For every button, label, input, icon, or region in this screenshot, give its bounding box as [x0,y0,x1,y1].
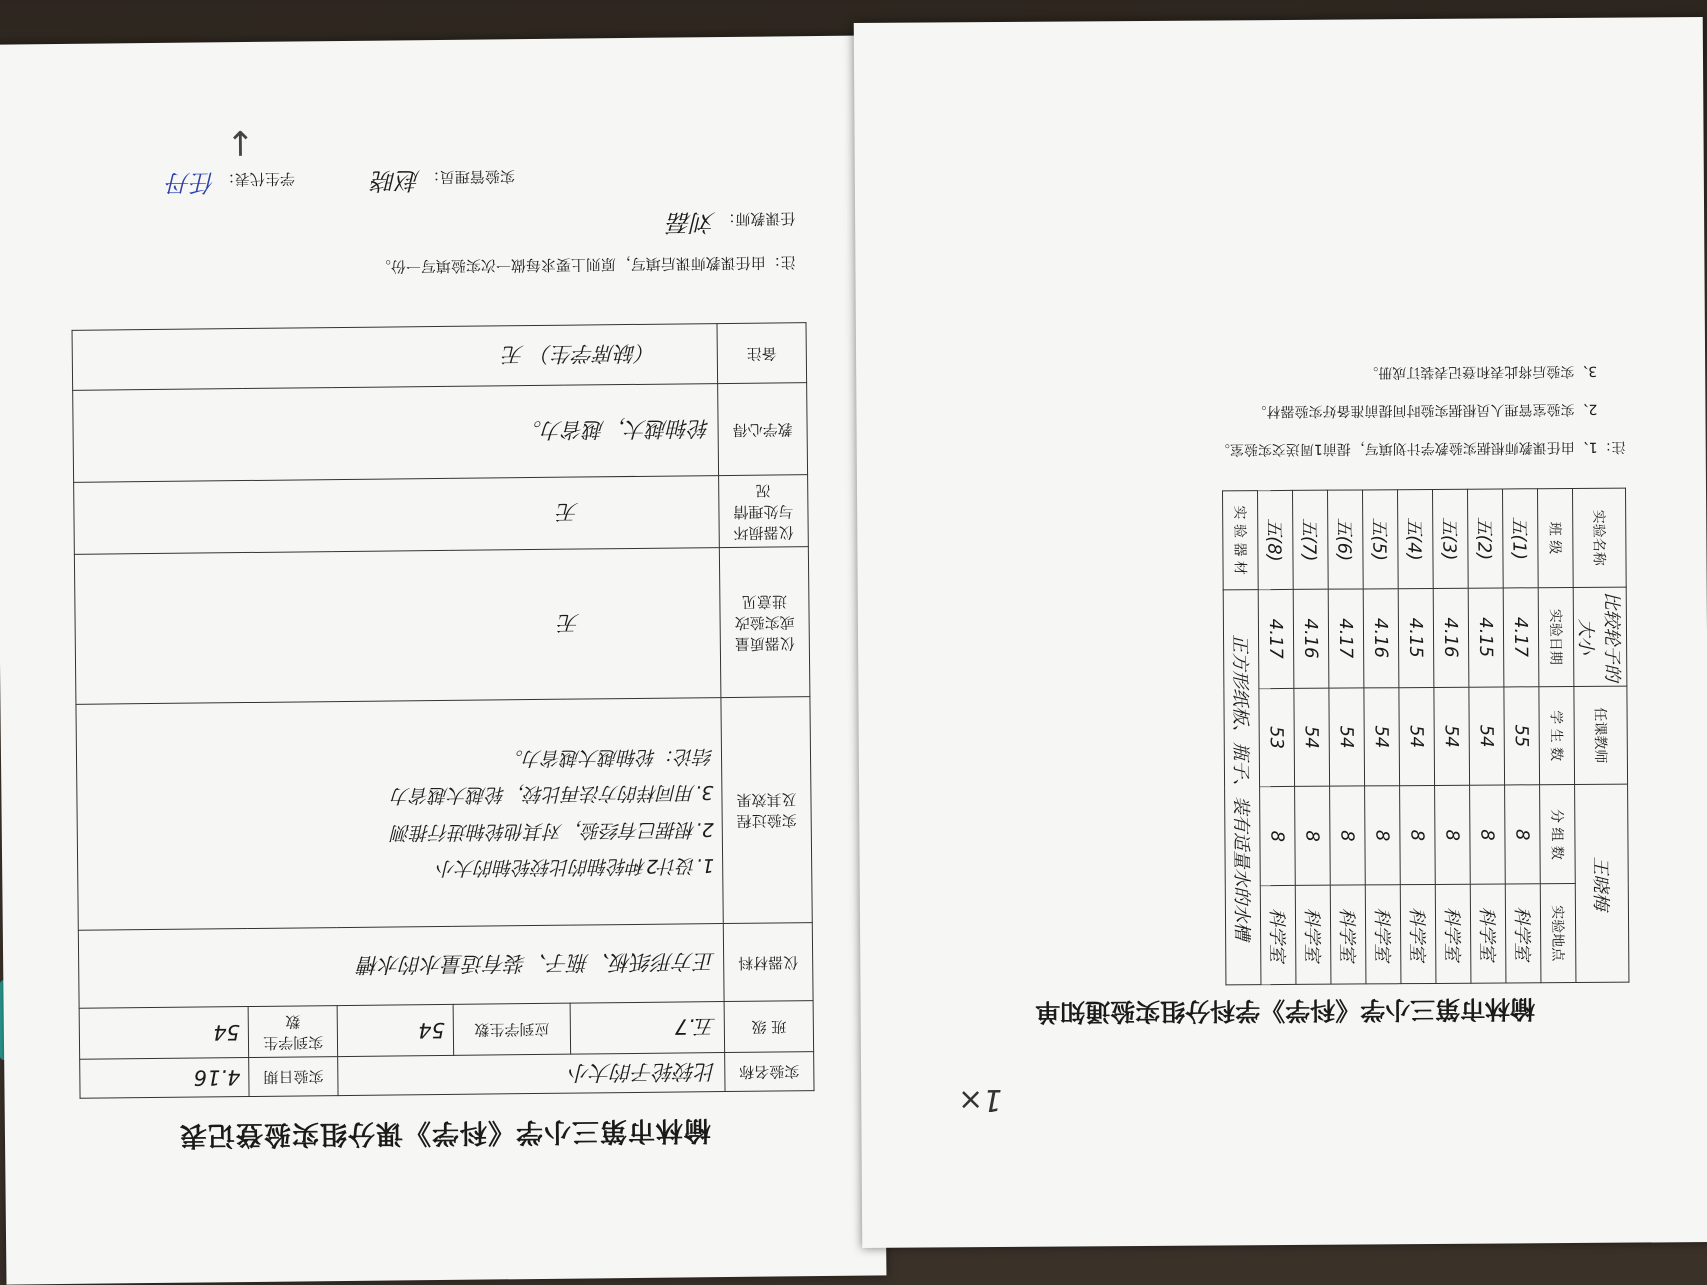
cell-groups: 8 [1330,786,1366,885]
column-header: 分 组 数 [1540,785,1576,884]
cell-students: 54 [1469,687,1505,786]
notice-sheet-content [854,17,1707,1248]
table-row [1293,490,1331,984]
table-row [1468,489,1506,983]
student-rep-sig-label: 学生代表： [219,169,296,189]
cell-location: 科学室 [1505,884,1541,983]
notice-title: 榆林市第三小学《科学》学科分组实验通知单 [1035,994,1536,1027]
notice-table [1222,488,1629,986]
table-row [1328,490,1366,984]
lab-manager-sig-label: 实验管理员： [424,167,516,187]
cell-groups: 8 [1365,786,1401,885]
materials-label: 实 验 器 材 [1223,491,1259,590]
table-row [72,323,807,391]
column-header: 实验日期 [1538,587,1574,686]
row-label: 仪器材料 [723,923,813,1002]
class-value: 五.7 [570,1002,724,1055]
table-row [1398,489,1436,983]
process-line: 1.设计2种轮轴的比较轮轴的大小 [436,853,715,879]
process-line: 结论：轮轴越大越省力。 [503,745,714,770]
materials-value: 正方形纸板、瓶子、装有适量水的水槽 [1223,589,1261,984]
materials-value: 正方形纸板、瓶子、装有适量水的水槽 [78,924,724,1009]
class-label: 班 级 [724,1001,814,1053]
table-row [74,475,809,555]
cell-groups: 8 [1295,787,1331,886]
cell-location: 科学室 [1365,885,1401,984]
cell-groups: 8 [1435,786,1471,885]
cell-location: 科学室 [1260,886,1296,985]
actual-students-label: 实到学生数 [248,1006,338,1058]
table-row [80,1052,814,1099]
cell-date: 4.16 [1433,588,1469,687]
cell-date: 4.15 [1468,588,1504,687]
notice-notes [925,352,1626,471]
table-row [1223,491,1261,985]
cell-students: 53 [1259,688,1295,787]
name-label: 实验名称 [1573,488,1627,587]
table-row [73,383,808,483]
row-label: 实验过程及其效果 [721,697,812,924]
notice-table-wrapper [926,488,1629,988]
cell-class: 五(2) [1468,489,1504,588]
table-row [76,697,812,931]
table-row [78,923,813,1009]
cell-location: 科学室 [1435,884,1471,983]
cell-location: 科学室 [1400,885,1436,984]
cell-class: 五(3) [1433,489,1469,588]
row-label: 仪器损坏与处理情况 [719,475,809,548]
table-header-row [1538,488,1576,982]
record-sheet-content [0,35,886,1284]
process-line: 2.根据已有经验，对其他轮轴进行推测 [391,817,714,844]
cell-students: 54 [1329,688,1365,787]
cell-date: 4.15 [1398,588,1434,687]
corner-mark: ↓ [225,121,255,163]
signature-block [372,164,515,200]
experiment-date-value: 4.16 [80,1058,250,1099]
column-header: 实验地点 [1540,884,1576,983]
lab-manager-signature: 赵晓 [372,166,421,195]
student-rep-signature: 任丹 [167,168,216,197]
remark-value: （缺席学生） 无 [72,324,718,391]
cell-class: 五(1) [1503,489,1539,588]
experiment-date-label: 实验日期 [249,1057,338,1097]
cell-date: 4.16 [1293,589,1329,688]
name-value: 比较轮子的大小 [1573,587,1627,686]
table-row [1363,490,1401,984]
row-label: 备注 [717,323,807,384]
record-table [72,322,815,1099]
expected-students-value: 54 [337,1004,453,1056]
table-row [1433,489,1471,983]
cell-date: 4.17 [1503,588,1539,687]
cell-groups: 8 [1260,787,1296,886]
experiment-record-sheet [0,35,886,1284]
cell-location: 科学室 [1295,885,1331,984]
cell-date: 4.17 [1258,589,1294,688]
teacher-signature: 刘磊 [667,208,716,237]
row-label: 仪器质量或实验改进意见 [719,547,810,698]
cell-groups: 8 [1505,785,1541,884]
process-value [76,698,723,931]
cell-students: 54 [1399,687,1435,786]
table-row [1573,488,1629,982]
cell-groups: 8 [1470,785,1506,884]
record-title: 榆林市第三小学《科学》课分组实验登记表 [178,1114,712,1151]
cell-location: 科学室 [1330,885,1366,984]
signature-block [667,206,795,242]
actual-students-value: 54 [79,1007,249,1060]
reflection-value: 轮轴越大，越省力。 [73,384,719,483]
row-label: 教学心得 [718,383,808,476]
improvement-value: 无 [74,548,721,705]
cell-groups: 8 [1400,786,1436,885]
cell-class: 五(5) [1363,490,1399,589]
teacher-value: 王晓梅 [1575,785,1629,983]
experiment-name-label: 实验名称 [725,1052,814,1092]
cell-date: 4.16 [1363,588,1399,687]
cell-class: 五(8) [1258,490,1294,589]
note-line: 注：1、由任课教师根据实验教学计划填写，提前1周送交实验室。 [1215,438,1626,458]
table-row [1258,490,1296,984]
table-row [1503,489,1541,983]
note-line: 2、实验室管理人员根据实验时间提前准备好实验器材。 [1252,400,1598,420]
table-row [74,547,810,705]
signature-block [167,166,295,202]
column-header: 学 生 数 [1539,686,1575,785]
cell-students: 55 [1504,686,1540,785]
corner-mark: 1× [957,1081,1003,1118]
cell-students: 54 [1434,687,1470,786]
experiment-name-value: 比较轮子的大小 [338,1053,725,1096]
cell-class: 五(4) [1398,489,1434,588]
cell-students: 54 [1364,687,1400,786]
notice-rows [1258,488,1576,984]
cell-date: 4.17 [1328,589,1364,688]
cell-students: 54 [1294,688,1330,787]
record-footnote: 注：由任课教师课后填写，原则上要求每做一次实验填写一份。 [375,253,796,276]
cell-class: 五(7) [1293,490,1329,589]
cell-class: 五(6) [1328,490,1364,589]
damage-value: 无 [74,476,720,555]
note-line: 3、实验后将此表和登记表装订成册。 [1364,362,1598,381]
table-row [79,1001,813,1060]
cell-location: 科学室 [1470,884,1506,983]
process-line: 3.用同样的方法再比较，轮越大越省力 [391,781,714,808]
teacher-sig-label: 任课教师： [720,209,796,229]
experiment-notice-sheet [854,17,1707,1248]
teacher-label: 任课教师 [1574,686,1628,785]
column-header: 班 级 [1538,488,1574,587]
expected-students-label: 应到学生数 [453,1003,571,1055]
